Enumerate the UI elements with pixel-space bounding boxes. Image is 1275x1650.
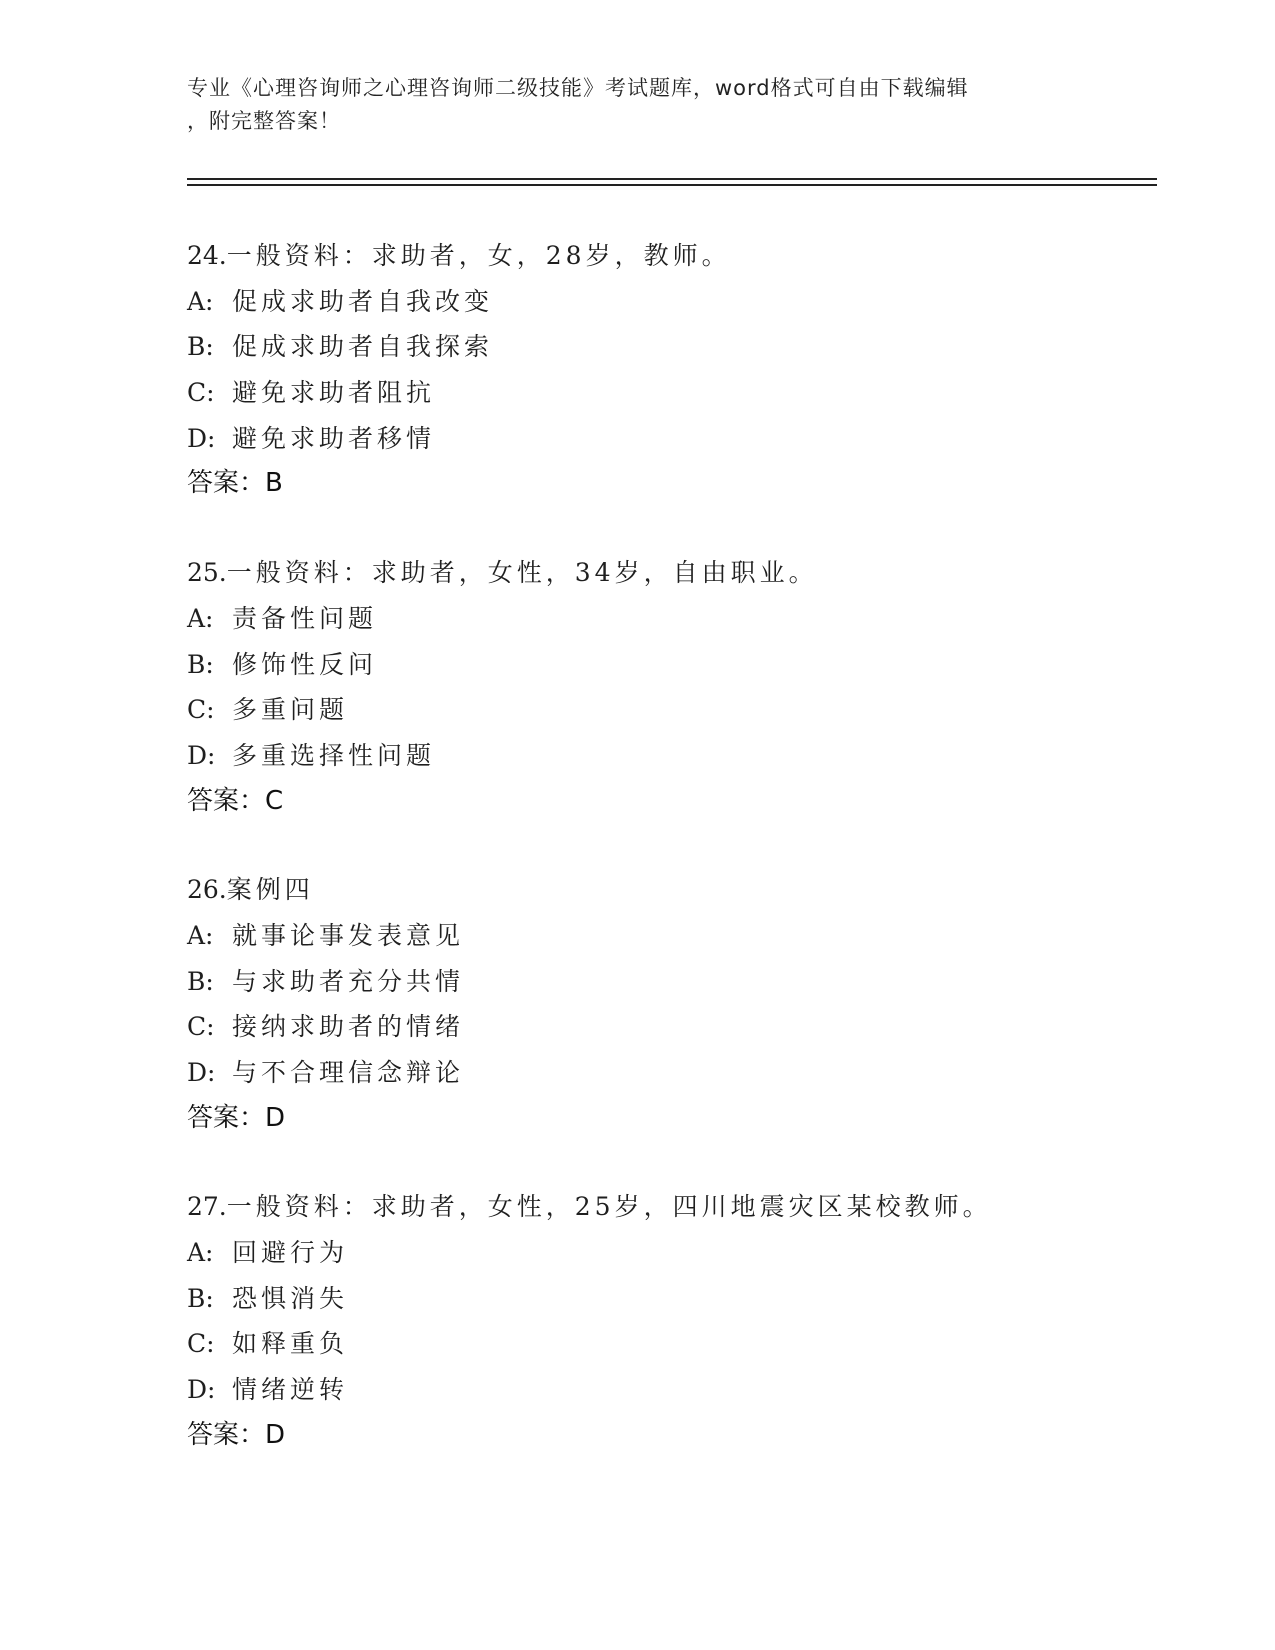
option-key: C: [187, 695, 215, 725]
answer-label: 答案： [187, 785, 266, 816]
question-25 [187, 550, 1137, 824]
answer-line [187, 1096, 1137, 1142]
answer-value: B [265, 468, 283, 499]
option-text: 就事论事发表意见 [232, 920, 465, 950]
option-text: 恐惧消失 [232, 1283, 349, 1313]
option-c [187, 1321, 1137, 1367]
option-d [187, 1050, 1137, 1096]
option-key: C: [187, 378, 215, 408]
option-text: 多重选择性问题 [232, 740, 436, 770]
answer-value: D [265, 1419, 286, 1450]
option-text: 回避行为 [232, 1238, 349, 1268]
question-number: 26. [187, 875, 227, 905]
option-key: B: [187, 966, 214, 996]
option-key: D: [187, 1058, 216, 1087]
option-text: 责备性问题 [232, 603, 378, 633]
option-a [187, 279, 1137, 325]
option-d [187, 1367, 1137, 1413]
header-divider-bottom [187, 184, 1157, 186]
option-b [187, 642, 1137, 688]
option-d [187, 733, 1137, 779]
answer-value: C [265, 785, 284, 816]
option-key: D: [187, 1375, 216, 1405]
answer-value: D [265, 1102, 286, 1133]
document-header [187, 72, 1087, 138]
answer-line [187, 779, 1137, 825]
option-key: A: [187, 1238, 214, 1268]
question-text: 一般资料：求助者，女性，25岁，四川地震灾区某校教师。 [226, 1192, 992, 1222]
option-b [187, 959, 1137, 1005]
option-key: B: [187, 649, 214, 679]
option-text: 如释重负 [232, 1329, 349, 1359]
option-c [187, 1004, 1137, 1050]
question-26 [187, 867, 1137, 1141]
option-key: B: [187, 1283, 214, 1313]
option-text: 接纳求助者的情绪 [232, 1012, 465, 1042]
option-key: D: [187, 740, 216, 770]
option-text: 情绪逆转 [232, 1375, 349, 1405]
answer-line [187, 1413, 1137, 1459]
answer-label: 答案： [187, 1102, 266, 1133]
question-list [187, 233, 1137, 1502]
option-d [187, 416, 1137, 462]
option-text: 避免求助者阻抗 [232, 378, 436, 408]
question-text: 一般资料：求助者，女，28岁，教师。 [226, 241, 731, 270]
option-text: 促成求助者自我改变 [232, 286, 494, 316]
option-b [187, 1276, 1137, 1322]
question-number: 24. [187, 241, 227, 270]
answer-line [187, 461, 1137, 507]
option-key: A: [187, 286, 214, 316]
option-text: 多重问题 [232, 695, 349, 725]
question-27 [187, 1184, 1137, 1458]
option-key: A: [187, 920, 214, 950]
option-text: 促成求助者自我探索 [232, 332, 494, 362]
option-key: A: [187, 603, 214, 633]
option-a [187, 913, 1137, 959]
option-key: C: [187, 1329, 215, 1359]
answer-label: 答案： [187, 468, 266, 499]
option-text: 与求助者充分共情 [232, 966, 465, 996]
question-stem [187, 1184, 1137, 1230]
option-key: B: [187, 332, 214, 362]
option-text: 避免求助者移情 [232, 423, 436, 453]
question-number: 25. [187, 558, 227, 588]
answer-label: 答案： [187, 1419, 266, 1450]
question-text: 案例四 [226, 875, 314, 905]
question-stem [187, 550, 1137, 596]
header-title-continuation: ，附完整答案！ [187, 109, 341, 133]
option-c [187, 687, 1137, 733]
option-key: D: [187, 423, 216, 453]
header-title-line: 专业《心理咨询师之心理咨询师二级技能》考试题库，word格式可自由下载编辑 [187, 76, 969, 100]
option-key: C: [187, 1012, 215, 1042]
option-text: 修饰性反问 [232, 649, 378, 679]
option-c [187, 370, 1137, 416]
question-stem [187, 867, 1137, 913]
question-stem [187, 233, 1137, 279]
option-b [187, 324, 1137, 370]
option-a [187, 596, 1137, 642]
question-24 [187, 233, 1137, 507]
header-divider-top [187, 178, 1157, 180]
option-a [187, 1230, 1137, 1276]
question-text: 一般资料：求助者，女性，34岁，自由职业。 [226, 558, 818, 588]
question-number: 27. [187, 1192, 227, 1222]
option-text: 与不合理信念辩论 [232, 1058, 465, 1087]
